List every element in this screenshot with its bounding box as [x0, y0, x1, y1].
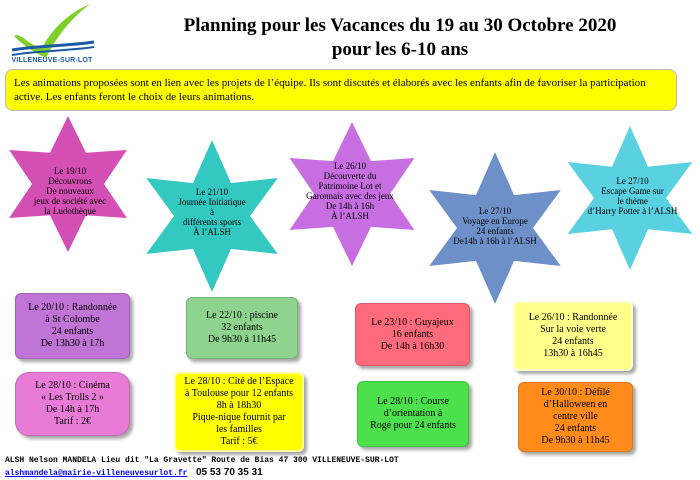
- activity-box-5: Le 28/10 : Course d’orientation à Rogé pour 24 enfants: [357, 381, 469, 447]
- footer-address: ALSH Nelson MANDELA Lieu dit "La Gravette" Route de Bias 47 300 VILLENEUVE-SUR-LOT: [5, 456, 399, 465]
- title-line-2: pour les 6-10 ans: [331, 39, 469, 60]
- star-text-2: Le 26/10 Découverte du Patrimoine Lot et Garonnais avec des jeux De 14h à 16h À l’ALSH: [306, 161, 394, 221]
- activity-box-2: Le 22/10 : piscine 32 enfants De 9h30 à 11h45: [186, 297, 298, 359]
- footer-email-link[interactable]: alshmandela@mairie-villeneuvesurlot.fr: [5, 469, 188, 478]
- intro-banner: Les animations proposées sont en lien avec les projets de l’équipe. Ils sont discutés et élaborés avec les enfants afin de favoriser la participation active. Les enfants feront le choix de leurs animations.: [5, 69, 677, 111]
- activity-box-4: Le 23/10 : Guyajeux 16 enfants De 14h à 16h30: [355, 303, 470, 366]
- title-line-1: Planning pour les Vacances du 19 au 30 Octobre 2020: [183, 15, 617, 36]
- activity-box-1: Le 28/10 : Cinéma « Les Trolls 2 » De 14h à 17h Tarif : 2€: [15, 372, 130, 436]
- activity-box-6: Le 26/10 : Randonnée Sur la voie verte 24 enfants 13h30 à 16h45: [513, 301, 633, 371]
- logo-text: VILLENEUVE-SUR-LOT: [11, 57, 93, 64]
- star-text-4: Le 27/10 Escape Game sur le thème d’Harry Potter à l’ALSH: [587, 176, 678, 216]
- star-text-3: Le 27/10 Voyage en Europe 24 enfants De14h à 16h à l’ALSH: [453, 206, 537, 246]
- activity-box-3: Le 28/10 : Cité de l’Espace à Toulouse pour 12 enfants 8h à 18h30 Pique-nique fournit par les familles Tarif : 5€: [174, 372, 304, 452]
- star-text-0: Le 19/10 Découvrons De nouveaux jeux de société avec la Ludothèque: [33, 166, 107, 216]
- footer-phone: 05 53 70 35 31: [195, 467, 263, 478]
- activity-box-7: Le 30/10 : Défilé d’Halloween en centre ville 24 enfants De 9h30 à 11h45: [518, 382, 633, 452]
- activity-box-0: Le 20/10 : Randonnée à St Colombe 24 enfants De 13h30 à 17h: [15, 293, 130, 359]
- footer-contact: [5, 467, 263, 478]
- star-text-1: Le 21/10 Journée Initiatique à différents sports À l’ALSH: [178, 187, 246, 237]
